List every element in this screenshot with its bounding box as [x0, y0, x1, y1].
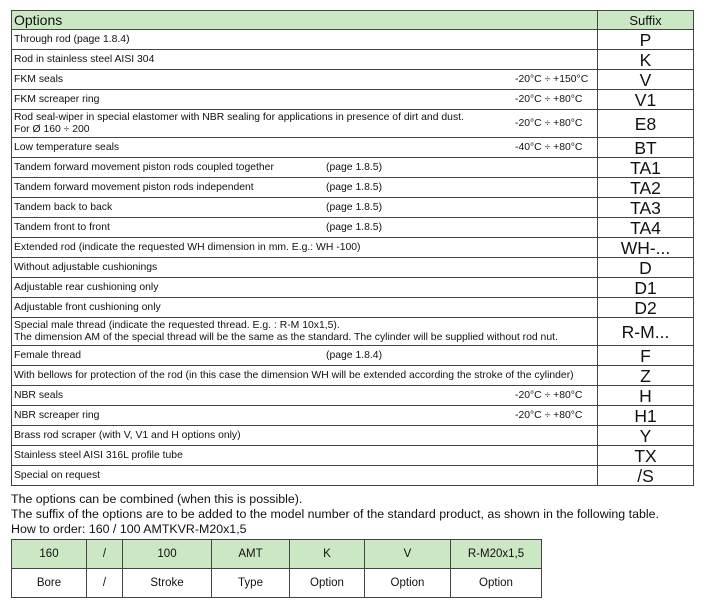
option-row [12, 178, 694, 198]
option-suffix: V [598, 70, 694, 90]
option-suffix: D2 [598, 298, 694, 318]
option-suffix: TA2 [598, 178, 694, 198]
option-suffix: /S [598, 466, 694, 486]
option-cell [12, 138, 598, 158]
option-cell [12, 90, 598, 110]
order-label-cell: Bore [12, 569, 87, 598]
option-cell [12, 298, 598, 318]
order-table [11, 539, 542, 598]
note-combine: The options can be combined (when this is possible). [11, 492, 303, 506]
option-suffix: V1 [598, 90, 694, 110]
option-row [12, 298, 694, 318]
option-row [12, 238, 694, 258]
option-text: Extended rod (indicate the requested WH dimension in mm. E.g.: WH -100) [14, 241, 361, 253]
option-suffix: D [598, 258, 694, 278]
option-text: FKM seals [14, 73, 64, 85]
notes [11, 492, 659, 537]
order-label-cell: Option [451, 569, 542, 598]
option-suffix: TA1 [598, 158, 694, 178]
option-text: Tandem forward movement piston rods coupled together [14, 161, 274, 173]
option-row [12, 386, 694, 406]
option-suffix: BT [598, 138, 694, 158]
option-row [12, 218, 694, 238]
option-suffix: R-M... [598, 318, 694, 346]
options-header: Options [12, 11, 598, 30]
option-row [12, 198, 694, 218]
option-cell [12, 426, 598, 446]
order-label-cell: Option [365, 569, 451, 598]
option-text: Special male thread (indicate the requested thread. E.g. : R-M 10x1,5). [14, 319, 340, 331]
option-text: Special on request [14, 469, 101, 481]
options-table [11, 10, 694, 486]
option-text: Through rod (page 1.8.4) [14, 33, 130, 45]
suffix-header: Suffix [598, 11, 694, 30]
option-temperature: -20°C ÷ +80°C [515, 93, 583, 105]
option-suffix: D1 [598, 278, 694, 298]
option-suffix: P [598, 30, 694, 50]
option-suffix: K [598, 50, 694, 70]
option-cell [12, 30, 598, 50]
order-value-cell: V [365, 540, 451, 569]
option-page-ref: (page 1.8.5) [326, 221, 383, 233]
option-page-ref: (page 1.8.5) [326, 161, 383, 173]
option-suffix: F [598, 346, 694, 366]
order-value-cell: R-M20x1,5 [451, 540, 542, 569]
option-temperature: -20°C ÷ +80°C [515, 409, 583, 421]
option-temperature: -20°C ÷ +80°C [515, 389, 583, 401]
option-cell [12, 218, 598, 238]
option-cell [12, 258, 598, 278]
option-text: Adjustable front cushioning only [14, 301, 161, 313]
option-row [12, 318, 694, 346]
option-cell [12, 318, 598, 346]
option-cell [12, 278, 598, 298]
option-cell [12, 178, 598, 198]
option-text: NBR seals [14, 389, 64, 401]
option-text: Rod seal-wiper in special elastomer with NBR sealing for applications in presence of dirt and dust. [14, 111, 464, 123]
option-text: With bellows for protection of the rod (in this case the dimension WH will be extended according the stroke of the cylinder) [14, 369, 574, 381]
option-cell [12, 346, 598, 366]
order-label-cell: Stroke [123, 569, 212, 598]
option-row [12, 366, 694, 386]
option-row [12, 30, 694, 50]
option-suffix: H1 [598, 406, 694, 426]
option-cell [12, 50, 598, 70]
option-page-ref: (page 1.8.5) [326, 201, 383, 213]
note-suffix: The suffix of the options are to be added to the model number of the standard product, as shown in the following table. [11, 507, 659, 521]
option-text: Tandem front to front [14, 221, 110, 233]
option-row [12, 50, 694, 70]
option-cell [12, 406, 598, 426]
option-text: NBR screaper ring [14, 409, 100, 421]
option-suffix: TA3 [598, 198, 694, 218]
option-text: FKM screaper ring [14, 93, 100, 105]
order-label-cell: / [87, 569, 123, 598]
option-text: Tandem forward movement piston rods independent [14, 181, 254, 193]
option-text: Rod in stainless steel AISI 304 [14, 53, 155, 65]
option-cell [12, 198, 598, 218]
option-row [12, 406, 694, 426]
option-cell [12, 158, 598, 178]
option-row [12, 446, 694, 466]
option-row [12, 158, 694, 178]
option-cell [12, 386, 598, 406]
option-cell [12, 366, 598, 386]
option-text-line2: For Ø 160 ÷ 200 [14, 123, 90, 135]
option-suffix: E8 [598, 110, 694, 138]
option-text: Female thread [14, 349, 81, 361]
note-how-to-order: How to order: 160 / 100 AMTKVR-M20x1,5 [11, 522, 247, 536]
option-text: Low temperature seals [14, 141, 120, 153]
option-row [12, 90, 694, 110]
option-text: Brass rod scraper (with V, V1 and H options only) [14, 429, 241, 441]
option-page-ref: (page 1.8.5) [326, 181, 383, 193]
option-cell [12, 238, 598, 258]
option-temperature: -40°C ÷ +80°C [515, 141, 583, 153]
option-row [12, 70, 694, 90]
option-row [12, 278, 694, 298]
order-value-cell: / [87, 540, 123, 569]
option-row [12, 258, 694, 278]
option-temperature: -20°C ÷ +80°C [515, 117, 583, 129]
option-text: Adjustable rear cushioning only [14, 281, 159, 293]
option-row [12, 466, 694, 486]
option-cell [12, 466, 598, 486]
option-suffix: TA4 [598, 218, 694, 238]
option-text: Without adjustable cushionings [14, 261, 158, 273]
option-suffix: Z [598, 366, 694, 386]
option-text-line2: The dimension AM of the special thread will be the same as the standard. The cylinder will be supplied without rod nut. [14, 331, 558, 343]
order-value-cell: K [290, 540, 365, 569]
order-value-cell: AMT [212, 540, 290, 569]
option-row [12, 138, 694, 158]
option-row [12, 346, 694, 366]
option-suffix: H [598, 386, 694, 406]
option-text: Stainless steel AISI 316L profile tube [14, 449, 183, 461]
order-value-cell: 100 [123, 540, 212, 569]
option-cell [12, 446, 598, 466]
option-row [12, 426, 694, 446]
order-label-cell: Option [290, 569, 365, 598]
option-suffix: TX [598, 446, 694, 466]
option-suffix: Y [598, 426, 694, 446]
option-temperature: -20°C ÷ +150°C [515, 73, 589, 85]
order-label-cell: Type [212, 569, 290, 598]
option-text: Tandem back to back [14, 201, 113, 213]
option-row [12, 110, 694, 138]
order-value-cell: 160 [12, 540, 87, 569]
option-cell [12, 110, 598, 138]
option-page-ref: (page 1.8.4) [326, 349, 383, 361]
option-cell [12, 70, 598, 90]
option-suffix: WH-... [598, 238, 694, 258]
